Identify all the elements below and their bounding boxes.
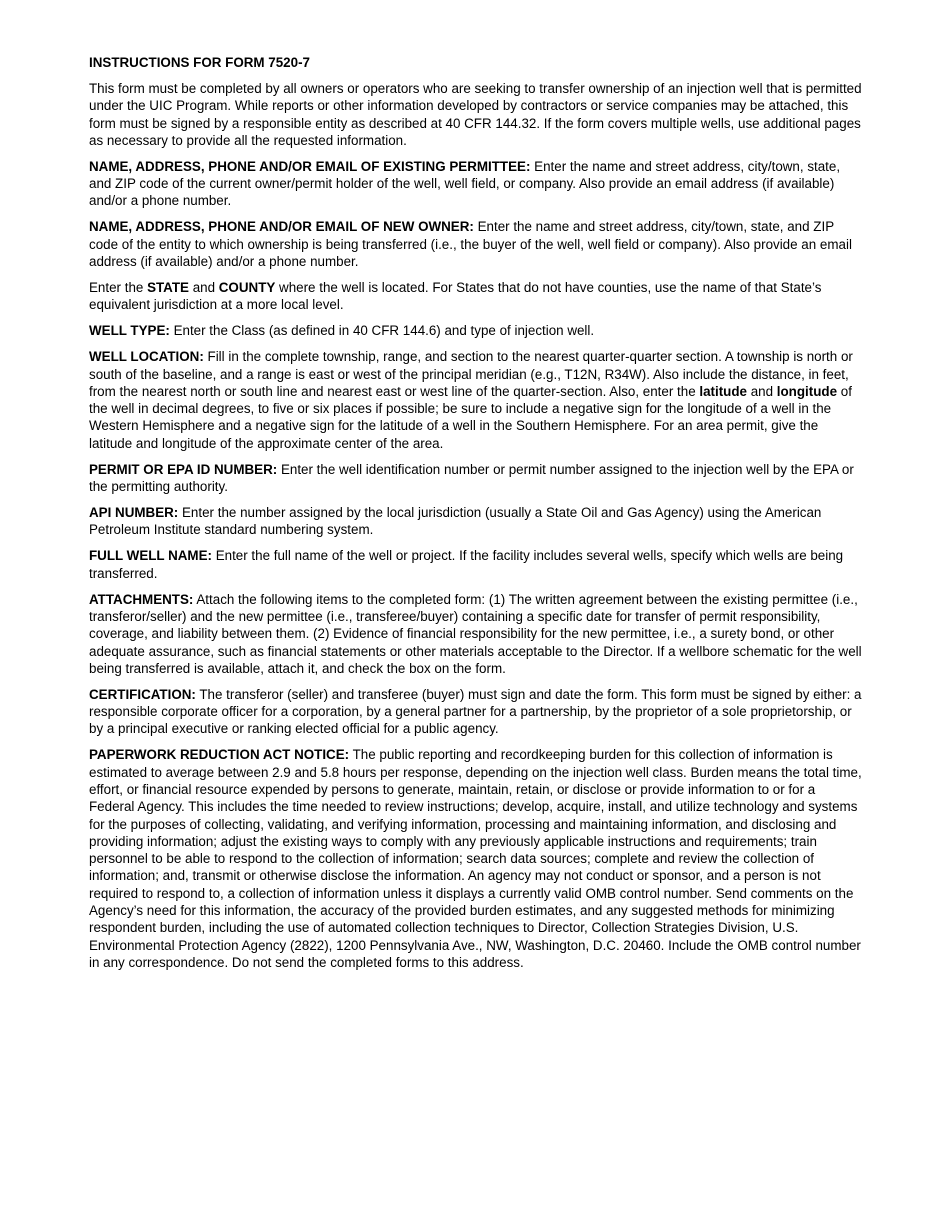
state-county-section bbox=[89, 279, 864, 314]
attachments-section bbox=[89, 591, 864, 677]
existing-permittee-heading: NAME, ADDRESS, PHONE AND/OR EMAIL OF EXISTING PERMITTEE: bbox=[89, 158, 531, 174]
state-county-text-2: and bbox=[188, 280, 219, 296]
api-number-text: Enter the number assigned by the local jurisdiction (usually a State Oil and Gas Agency) using the American Petroleum Institute standard numbering system. bbox=[89, 505, 822, 538]
state-county-text-1: Enter the bbox=[89, 280, 148, 296]
permit-id-text: Enter the well identification number or permit number assigned to the injection well by the EPA or the permitting authority. bbox=[89, 461, 854, 495]
certification-section bbox=[89, 686, 864, 738]
longitude-keyword: longitude bbox=[776, 383, 838, 399]
intro-text: This form must be completed by all owners or operators who are seeking to transfer ownership of an injection well that is permitted under the UIC Program. While reports or other information developed by contractors or service companies may be attached, this form must be signed by a responsible entity as described at 40 CFR 144.32. If the form covers multiple wells, use additional pages as necessary to provide all the requested information. bbox=[89, 81, 862, 148]
paperwork-notice-heading: PAPERWORK REDUCTION ACT NOTICE: bbox=[89, 747, 350, 763]
paperwork-notice-text: The public reporting and recordkeeping burden for this collection of information is estimated to average between 2.9 and 5.8 hours per response, depending on the injection well class. Burden means the total time, effort, or financial resource expended by persons to generate, maintain, retain, or disclose or provide information to or for a Federal Agency. This includes the time needed to review instructions; develop, acquire, install, and utilize technology and systems for the purposes of collecting, validating, and verifying information, processing and maintaining information, and disclosing and providing information; adjust the existing ways to comply with any previously applicable instructions and requirements; train personnel to be able to respond to the collection of information; search data sources; complete and review the collection of information; and, transmit or otherwise disclose the information. An agency may not conduct or sponsor, and a person is not required to respond to, a collection of information unless it displays a currently valid OMB control number. Send comments on the Agency’s need for this information, the accuracy of the provided burden estimates, and any suggested methods for minimizing respondent burden, including the use of automated collection techniques to Director, Collection Strategies Division, U.S. Environmental Protection Agency (2822), 1200 Pennsylvania Ave., NW, Washington, D.C. 20460. Include the OMB control number in any correspondence. Do not send the completed forms to this address. bbox=[89, 747, 862, 970]
well-type-heading: WELL TYPE: bbox=[89, 323, 170, 339]
attachments-text: Attach the following items to the completed form: (1) The written agreement between the existing permittee (i.e., transferor/seller) and the new permittee (i.e., transferee/buyer) containing a specific date for transfer of permit responsibility, coverage, and liability between them. (2) Evidence of financial responsibility for the new permittee, i.e., a surety bond, or other adequate assurance, such as financial statements or other materials acceptable to the Director. If a wellbore schematic for the well being transferred is available, attach it, and check the box on the form. bbox=[89, 591, 862, 676]
paperwork-notice-section bbox=[89, 746, 864, 971]
existing-permittee-text: Enter the name and street address, city/town, state, and ZIP code of the current owner/permit holder of the well, well field, or company. Also provide an email address (if available) and/or a phone number. bbox=[89, 158, 841, 209]
existing-permittee-section bbox=[89, 158, 864, 210]
full-well-name-heading: FULL WELL NAME: bbox=[89, 548, 212, 564]
permit-id-section bbox=[89, 461, 864, 496]
state-county-text-3: where the well is located. For States that do not have counties, use the name of that State’s equivalent jurisdiction at a more local level. bbox=[89, 280, 822, 313]
well-location-text-1: Fill in the complete township, range, and section to the nearest quarter-quarter section. A township is north or south of the baseline, and a range is east or west of the principal meridian (e.g., T12N, R34W). Also include the distance, in feet, from the nearest north or south line and nearest east or west line of the quarter-section. Also, enter the bbox=[89, 349, 853, 399]
latitude-keyword: latitude bbox=[699, 383, 747, 399]
well-location-and: and bbox=[746, 383, 777, 399]
well-type-text: Enter the Class (as defined in 40 CFR 144.6) and type of injection well. bbox=[169, 323, 595, 339]
permit-id-heading: PERMIT OR EPA ID NUMBER: bbox=[89, 461, 278, 477]
well-location-text-2: of the well in decimal degrees, to five or six places if possible; be sure to include a negative sign for the longitude of a well in the Western Hemisphere and a negative sign for the latitude of a well in the Southern Hemisphere. For an area permit, give the latitude and longitude of the approximate center of the area. bbox=[89, 383, 852, 451]
well-location-section bbox=[89, 348, 864, 452]
full-well-name-text: Enter the full name of the well or project. If the facility includes several wells, specify which wells are being transferred. bbox=[89, 548, 844, 581]
county-keyword: COUNTY bbox=[218, 280, 276, 296]
certification-heading: CERTIFICATION: bbox=[89, 686, 196, 702]
api-number-heading: API NUMBER: bbox=[89, 505, 179, 521]
certification-text: The transferor (seller) and transferee (buyer) must sign and date the form. This form must be signed by either: a responsible corporate officer for a corporation, by a general partner for a partnership, by the proprietor of a sole proprietorship, or by a principal executive or ranking elected official for a public agency. bbox=[89, 686, 862, 737]
new-owner-heading: NAME, ADDRESS, PHONE AND/OR EMAIL OF NEW OWNER: bbox=[89, 219, 474, 235]
well-location-heading: WELL LOCATION: bbox=[89, 349, 204, 365]
new-owner-text: Enter the name and street address, city/town, state, and ZIP code of the entity to which ownership is being transferred (i.e., the buyer of the well, well field or company). Also provide an email address (if available) and/or a phone number. bbox=[89, 219, 852, 270]
intro-paragraph bbox=[89, 80, 864, 149]
well-type-section bbox=[89, 322, 864, 339]
page-title: INSTRUCTIONS FOR FORM 7520-7 bbox=[89, 55, 310, 70]
instructions-page bbox=[89, 54, 864, 980]
new-owner-section bbox=[89, 218, 864, 270]
attachments-heading: ATTACHMENTS: bbox=[89, 591, 194, 607]
state-keyword: STATE bbox=[147, 280, 189, 296]
full-well-name-section bbox=[89, 547, 864, 582]
api-number-section bbox=[89, 504, 864, 539]
